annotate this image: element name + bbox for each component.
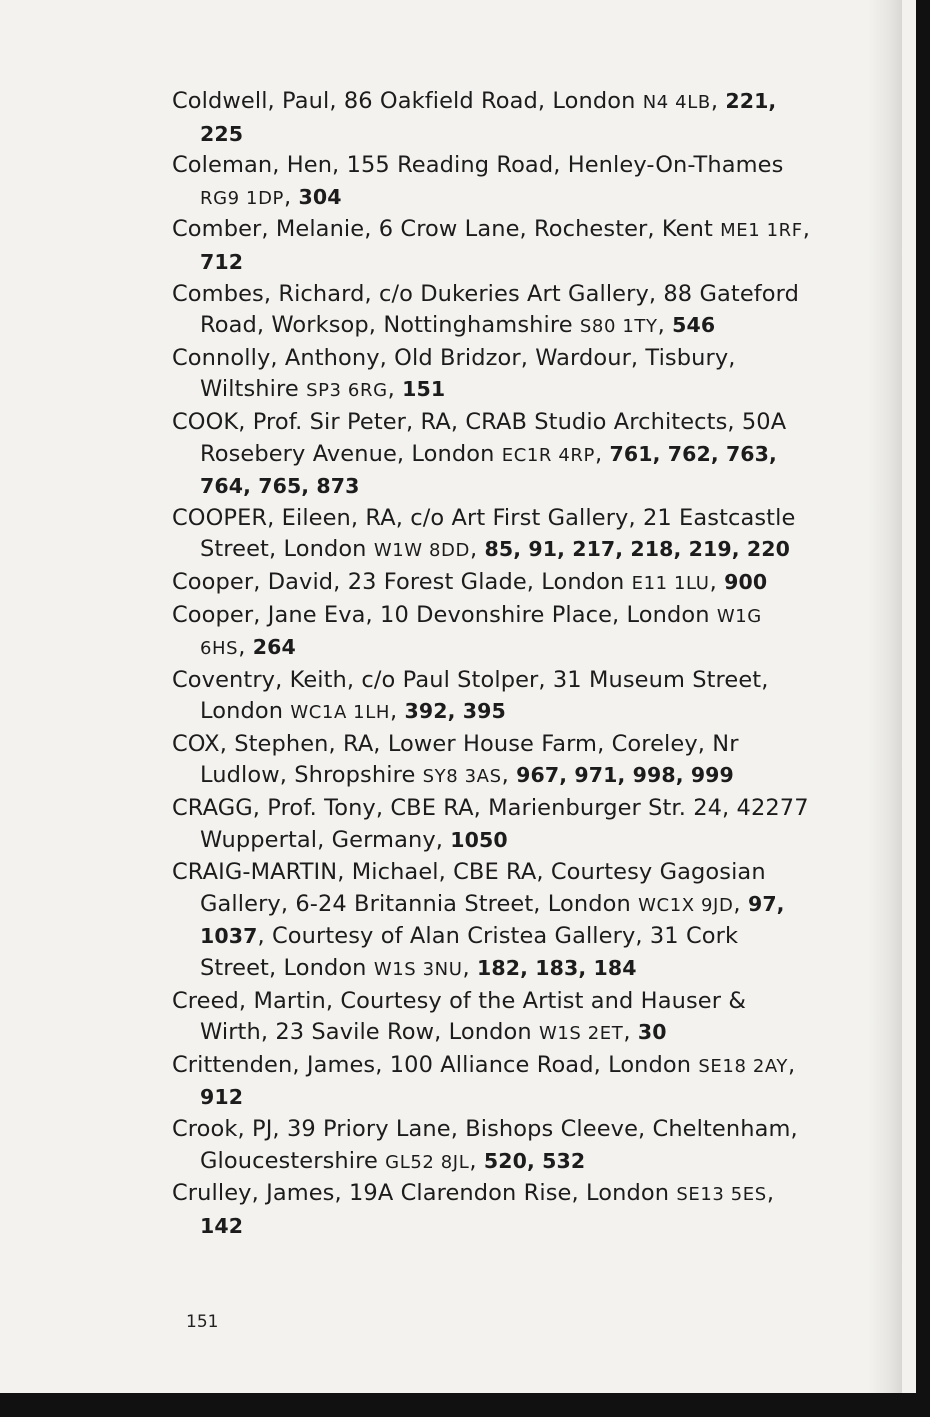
index-entry: Crulley, James, 19A Clarendon Rise, London SE13 5ES, 142 xyxy=(172,1180,775,1238)
index-entry: COOK, Prof. Sir Peter, RA, CRAB Studio Architects, 50A Rosebery Avenue, London EC1R 4RP, 761, 762, 763, 764, 765, 873 xyxy=(172,408,787,499)
postcode: EC1R 4RP xyxy=(501,444,595,466)
index-entry: Coleman, Hen, 155 Reading Road, Henley-On-Thames RG9 1DP, 304 xyxy=(172,152,784,210)
postcode: ME1 1RF xyxy=(720,220,803,242)
page-refs: 1050 xyxy=(450,827,508,852)
postcode: W1W 8DD xyxy=(373,540,470,562)
index-entry: Coldwell, Paul, 86 Oakfield Road, London N4 4LB, 221, 225 xyxy=(172,88,777,146)
postcode: SE18 2AY xyxy=(698,1055,788,1077)
index-entry: COX, Stephen, RA, Lower House Farm, Coreley, Nr Ludlow, Shropshire SY8 3AS, 967, 971, 998, 999 xyxy=(172,730,739,789)
index-entry: Cooper, David, 23 Forest Glade, London E11 1LU, 900 xyxy=(172,568,768,595)
page-refs: 221, 225 xyxy=(200,89,777,146)
page-edge-shadow xyxy=(868,0,902,1393)
postcode: W1S 2ET xyxy=(538,1023,624,1045)
page-refs: 912 xyxy=(200,1085,244,1110)
page-refs: 392, 395 xyxy=(404,699,506,724)
page-refs: 900 xyxy=(724,569,768,594)
page-refs: 520, 532 xyxy=(483,1148,586,1173)
page-refs: 967, 971, 998, 999 xyxy=(516,763,734,788)
postcode: GL52 8JL xyxy=(385,1151,470,1173)
page-refs: 712 xyxy=(200,249,244,274)
page-refs: 264 xyxy=(252,635,296,660)
postcode: W1G 6HS xyxy=(200,605,762,660)
page-number: 151 xyxy=(186,1312,219,1332)
page-refs: 761, 762, 763, 764, 765, 873 xyxy=(200,441,777,499)
postcode: SE13 5ES xyxy=(676,1184,767,1206)
postcode: S80 1TY xyxy=(579,316,658,338)
postcode: SP3 6RG xyxy=(306,380,388,402)
index-entry: COOPER, Eileen, RA, c/o Art First Gallery, 21 Eastcastle Street, London W1W 8DD, 85, 91, 217, 218, 219, 220 xyxy=(172,504,796,563)
page-refs: 97, 1037 xyxy=(200,891,785,949)
index-entry: Crittenden, James, 100 Alliance Road, London SE18 2AY, 912 xyxy=(172,1051,796,1110)
index-entry: Connolly, Anthony, Old Bridzor, Wardour, Tisbury, Wiltshire SP3 6RG, 151 xyxy=(172,344,736,403)
postcode: E11 1LU xyxy=(631,572,710,594)
index-entry: CRAGG, Prof. Tony, CBE RA, Marienburger Str. 24, 42277 Wuppertal, Germany, 1050 xyxy=(172,795,809,853)
index-entry: Creed, Martin, Courtesy of the Artist and Hauser & Wirth, 23 Savile Row, London W1S 2ET, 30 xyxy=(172,987,746,1046)
index-entries xyxy=(172,86,812,1242)
index-entry: Crook, PJ, 39 Priory Lane, Bishops Cleeve, Cheltenham, Gloucestershire GL52 8JL, 520, 532 xyxy=(172,1116,798,1174)
page-refs: 30 xyxy=(637,1020,667,1045)
postcode: WC1A 1LH xyxy=(290,702,390,724)
postcode: WC1X 9JD xyxy=(638,894,734,916)
page-refs: 304 xyxy=(298,184,342,209)
index-entry: Combes, Richard, c/o Dukeries Art Gallery, 88 Gateford Road, Worksop, Nottinghamshire S80 1TY, 546 xyxy=(172,280,799,339)
postcode: SY8 3AS xyxy=(422,766,502,788)
page-refs: 142 xyxy=(200,1213,244,1238)
index-entry: CRAIG-MARTIN, Michael, CBE RA, Courtesy Gagosian Gallery, 6-24 Britannia Street, London WC1X 9JD, 97, 1037, Courtesy of Alan Cristea Gallery, 31 Cork Street, London W1S 3NU, 182, 183, 184 xyxy=(172,859,785,982)
page-refs: 85, 91, 217, 218, 219, 220 xyxy=(484,537,790,562)
postcode: N4 4LB xyxy=(642,92,711,113)
index-entry: Comber, Melanie, 6 Crow Lane, Rochester, Kent ME1 1RF, 712 xyxy=(172,216,810,274)
page-refs: 151 xyxy=(402,377,446,402)
postcode: RG9 1DP xyxy=(200,187,284,209)
page-refs: 546 xyxy=(672,313,716,338)
index-entry: Cooper, Jane Eva, 10 Devonshire Place, London W1G 6HS, 264 xyxy=(172,601,762,661)
index-entry: Coventry, Keith, c/o Paul Stolper, 31 Museum Street, London WC1A 1LH, 392, 395 xyxy=(172,666,769,725)
postcode: W1S 3NU xyxy=(373,959,463,981)
page-refs: 182, 183, 184 xyxy=(477,956,637,981)
